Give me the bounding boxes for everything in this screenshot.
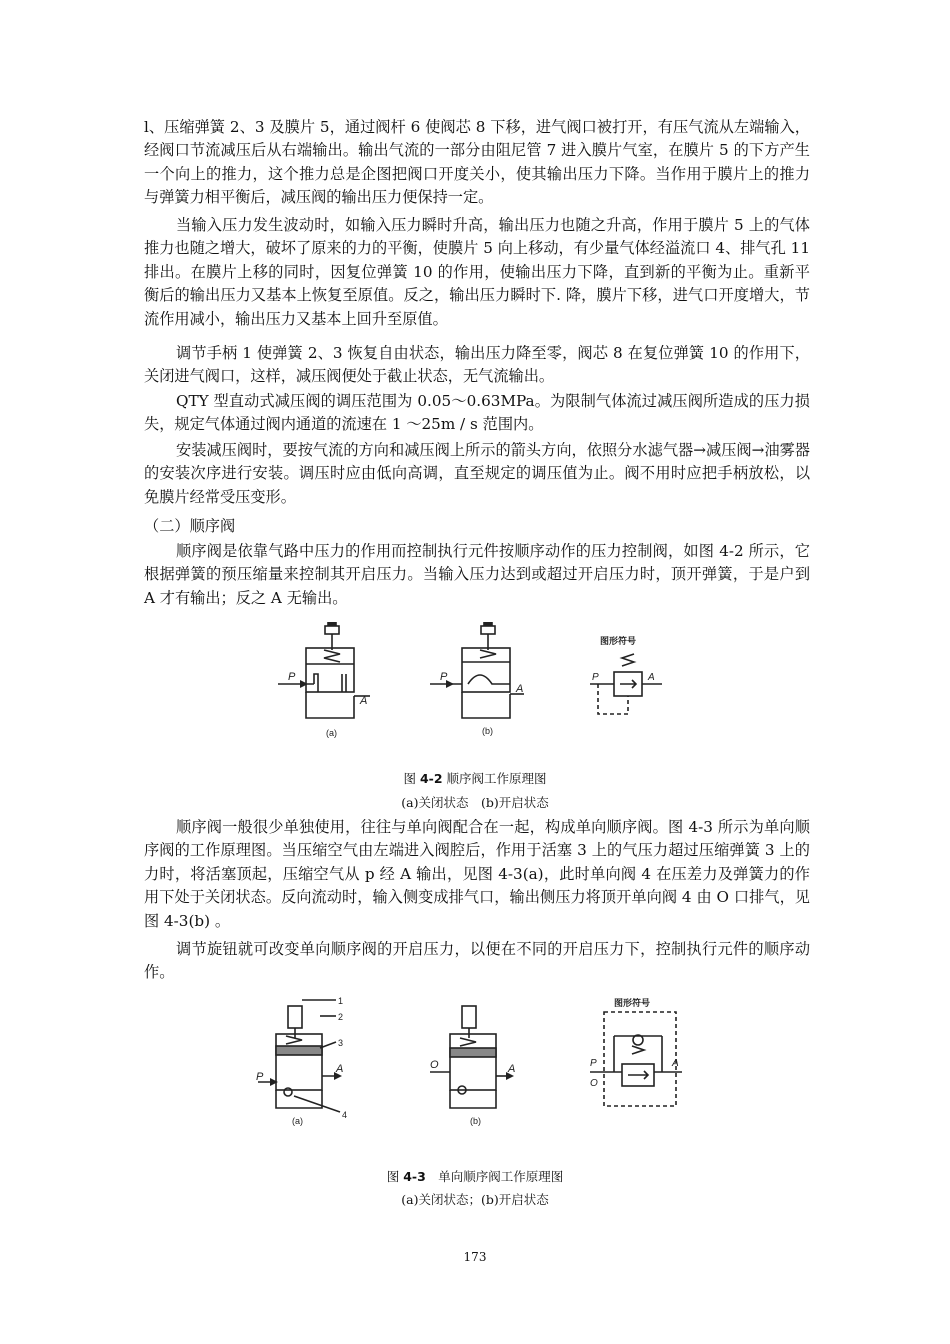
fig43-subcaption: (a)关闭状态；(b)开启状态 bbox=[401, 1192, 549, 1207]
paragraph-4: QTY 型直动式减压阀的调压范围为 0.05～0.63MPa。为限制气体流过减压阀所造成的压力损失，规定气体通过阀内通道的流速在 1 ～25m / s 范围内。 bbox=[144, 392, 810, 434]
paragraph-1: l、压缩弹簧 2、3 及膜片 5，通过阀杆 6 使阀芯 8 下移，进气阀口被打开，有压气流从左端输入，经阀口节流减压后从右端输出。输出气流的一部分由阻尼管 7 进入膜片气室，在膜片 5 的下方产生一个向上的推力，这个推力总是企图把阀口开度关小，使其输出压力下降。当作用于膜片上的推力与弹簧力相平衡后，减压阀的输出压力便保持一定。 bbox=[144, 118, 810, 207]
fig42-port-a-b: A bbox=[516, 683, 524, 695]
page-number: 173 bbox=[463, 1250, 487, 1264]
figure-4-2 bbox=[270, 622, 670, 746]
fig43-caption: 图 4-3 单向顺序阀工作原理图 bbox=[386, 1169, 564, 1184]
fig42-port-p-a: P bbox=[288, 671, 296, 683]
paragraph-8: 调节旋钮就可改变单向顺序阀的开启压力，以便在不同的开启压力下，控制执行元件的顺序动作。 bbox=[144, 940, 810, 982]
fig43-port-p-a: P bbox=[256, 1071, 264, 1083]
paragraph-5: 安装减压阀时，要按气流的方向和减压阀上所示的箭头方向，依照分水滤气器→减压阀→油雾器的安装次序进行安装。调压时应由低向高调，直至规定的调压值为止。阀不用时应把手柄放松，以免膜片经常受压变形。 bbox=[144, 441, 810, 506]
fig43-n3: 3 bbox=[338, 1038, 344, 1048]
fig42-symbol-title: 图形符号 bbox=[600, 636, 637, 646]
paragraph-7: 顺序阀一般很少单独使用，往往与单向阀配合在一起，构成单向顺序阀。图 4-3 所示为单向顺序阀的工作原理图。当压缩空气由左端进入阀腔后，作用于活塞 3 上的气压力超过压缩弹簧 3 上的力时，将活塞顶起，压缩空气从 p 经 A 输出，见图 4-3(a)，此时单向阀 4 在压差力及弹簧力的作用下处于关闭状态。反向流动时，输入侧变成排气口，输出侧压力将顶开单向阀 4 由 O 口排气，见图 4-3(b) 。 bbox=[144, 818, 810, 930]
fig43-n2: 2 bbox=[338, 1012, 344, 1022]
fig42-caption: 图 4-2 顺序阀工作原理图 bbox=[403, 771, 547, 786]
fig43-sym-port-o: O bbox=[590, 1078, 598, 1089]
fig42-sym-port-a: A bbox=[648, 672, 655, 683]
fig43-sym-port-a: A bbox=[672, 1058, 679, 1069]
fig42-label-a: (a) bbox=[326, 728, 337, 738]
fig43-sym-port-p: P bbox=[590, 1058, 597, 1069]
figure-4-3 bbox=[250, 996, 690, 1136]
paragraph-3: 调节手柄 1 使弹簧 2、3 恢复自由状态，输出压力降至零，阀芯 8 在复位弹簧 10 的作用下，关闭进气阀口，这样，减压阀便处于截止状态，无气流输出。 bbox=[144, 344, 810, 386]
fig43-port-o-b: O bbox=[430, 1059, 439, 1071]
fig43-label-b: (b) bbox=[470, 1116, 481, 1126]
section-heading: （二）顺序阀 bbox=[144, 517, 236, 535]
fig43-n4: 4 bbox=[342, 1110, 348, 1120]
fig43-port-a-a: A bbox=[336, 1063, 344, 1075]
fig43-label-a: (a) bbox=[292, 1116, 303, 1126]
fig43-port-a-b: A bbox=[508, 1063, 516, 1075]
fig43-symbol-title: 图形符号 bbox=[614, 998, 651, 1008]
paragraph-2: 当输入压力发生波动时，如输入压力瞬时升高，输出压力也随之升高，作用于膜片 5 上的气体推力也随之增大，破坏了原来的力的平衡，使膜片 5 向上移动，有少量气体经溢流口 4、排气孔 11 排出。在膜片上移的同时，因复位弹簧 10 的作用，使输出压力下降，直到新的平衡为止。重新平衡后的输出压力又基本上恢复至原值。反之，输出压力瞬时下. 降，膜片下移，进气口开度增大，节流作用减小，输出压力又基本上回升至原值。 bbox=[144, 216, 810, 328]
fig42-label-b: (b) bbox=[482, 726, 493, 736]
fig42-subcaption: (a)关闭状态 (b)开启状态 bbox=[401, 795, 549, 810]
fig42-port-p-b: P bbox=[440, 671, 448, 683]
fig43-n1: 1 bbox=[338, 996, 344, 1006]
fig42-port-a-a: A bbox=[360, 695, 368, 707]
fig42-sym-port-p: P bbox=[592, 672, 599, 683]
paragraph-6: 顺序阀是依靠气路中压力的作用而控制执行元件按顺序动作的压力控制阀，如图 4-2 所示，它根据弹簧的预压缩量来控制其开启压力。当输入压力达到或超过开启压力时，顶开弹簧，于是户到 A 才有输出；反之 A 无输出。 bbox=[144, 542, 810, 607]
